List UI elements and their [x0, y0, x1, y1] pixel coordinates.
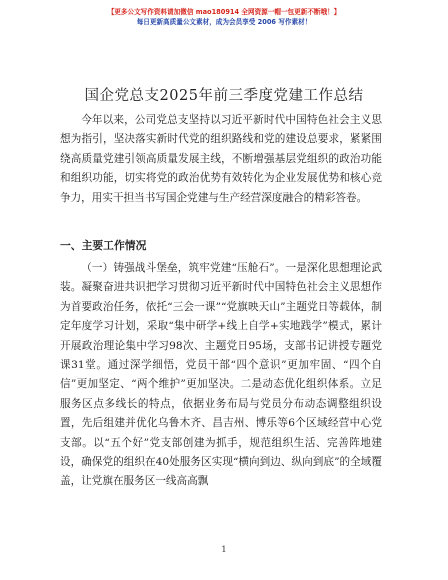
intro-paragraph: [60, 111, 382, 208]
document-title: 国企党总支2025年前三季度党建工作总结: [84, 88, 364, 104]
page-number: 1: [221, 545, 227, 555]
intro-paragraph-text: 今年以来，公司党总支坚持以习近平新时代中国特色社会主义思想为指引，坚决落实新时代党的组织路线和党的建设总要求，紧紧围绕高质量党建引领高质量发展主线，不断增强基层党组织的政治功能和组织功能，切实将党的政治优势有效转化为企业发展优势和核心竞争力，用实干担当书写国企党建与生产经营深度融合的精彩答卷。: [60, 114, 382, 204]
section-heading: 一、主要工作情况: [60, 239, 147, 252]
section-paragraph-text: （一）铸强战斗堡垒，筑牢党建“压舱石”。一是深化思想理论武装。凝聚奋进共识把学习贯彻习近平新时代中国特色社会主义思想作为首要政治任务，依托“三会一课”“党旗映天山”主题党日等载体，制定年度学习计划，采取“集中研学+线上自学+实地践学”模式，累计开展政治理论集中学习98次、主题党日95场，支部书记讲授专题党课31堂。通过深学细悟，党员干部“四个意识”更加牢固、“四个自信”更加坚定、“两个维护”更加坚决。二是动态优化组织体系。立足服务区点多线长的特点，依据业务布局与党员分布动态调整组织设置，先后组建并优化乌鲁木齐、昌吉州、博乐等6个区域经营中心党支部。以“五个好”党支部创建为抓手，规范组织生活、完善阵地建设，确保党的组织在40处服务区实现“横向到边、纵向到底”的全域覆盖，让党旗在服务区一线高高飘: [60, 262, 382, 488]
section-paragraph: [60, 259, 382, 492]
promo-banner: [0, 7, 448, 27]
promo-banner-line1: 【更多公文写作资料请加微信 mao180914 全网资源一帽一包更新不断哦！】: [107, 8, 341, 16]
promo-banner-line2: 每日更新高质量公文素材，成为会员享受 2006 写作素材！: [136, 18, 312, 26]
